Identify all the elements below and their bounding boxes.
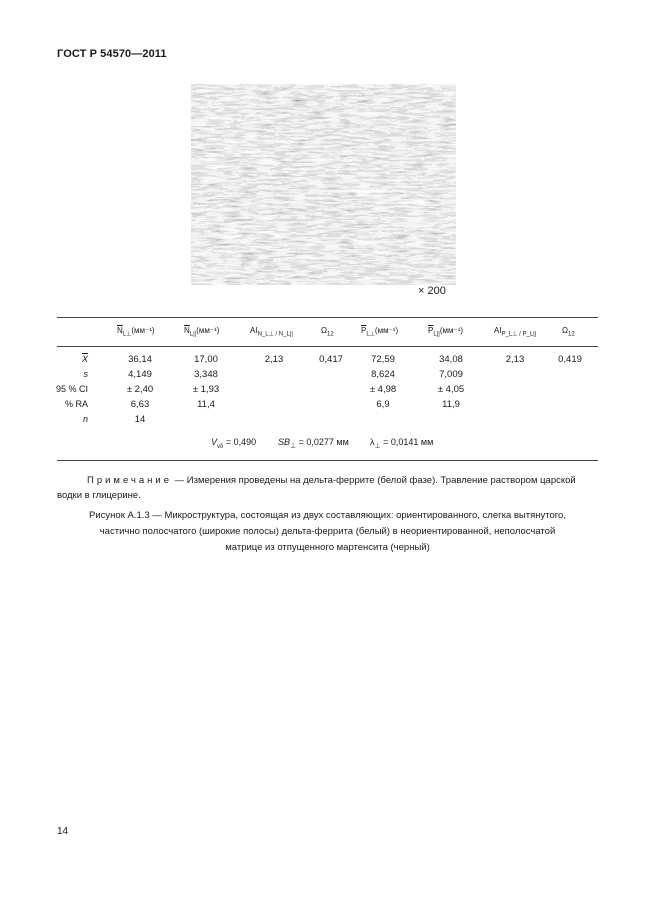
table-bottom-rule <box>57 460 598 461</box>
table-top-rule <box>57 317 598 318</box>
table-cell: 8,624 <box>371 369 395 380</box>
table-cell: 7,009 <box>439 369 463 380</box>
table-cell: 11,9 <box>442 399 460 410</box>
table-cell: 6,63 <box>130 399 150 410</box>
row-label-n: n <box>82 414 88 424</box>
col-header-pl-par: $\overline{P}_{L||}(мм^{-1})$ <box>428 326 464 338</box>
table-cell: 72,59 <box>371 354 395 365</box>
magnification-label: × 200 <box>418 285 446 297</box>
table-cell: 2,13 <box>264 354 284 365</box>
row-label-ci: 95 % CI <box>55 384 88 394</box>
summary-lambda: $\lambda_\perp = 0,0141$ мм <box>370 437 434 450</box>
table-cell: ± 4,98 <box>369 384 397 395</box>
table-cell: ± 4,05 <box>437 384 465 395</box>
table-cell: ± 1,93 <box>192 384 220 395</box>
caption-line-3: матрице из отпущенного мартенсита (черный) <box>225 542 430 553</box>
table-cell: ± 2,40 <box>126 384 154 395</box>
col-header-omega-p: $\Omega_{12}$ <box>562 326 575 338</box>
table-cell: 0,417 <box>319 354 343 365</box>
note-lead: Примечание <box>87 475 172 486</box>
table-cell: 36,14 <box>128 354 152 365</box>
table-header-rule <box>57 346 598 347</box>
row-label-mean: $\overline{X}$ <box>81 354 88 364</box>
row-label-s: s <box>83 369 88 379</box>
table-cell: 6,9 <box>376 399 390 410</box>
summary-vv: $V_{v\delta} = 0,490$ <box>211 437 257 450</box>
col-header-omega-n: $\Omega_{12}$ <box>321 326 334 338</box>
micrograph-image <box>191 84 456 285</box>
table-cell: 17,00 <box>194 354 218 365</box>
table-cell: 4,149 <box>128 369 152 380</box>
summary-sb: $SB_\perp = 0,0277$ мм <box>278 437 349 450</box>
micrograph-texture <box>191 84 456 285</box>
table-cell: 14 <box>134 414 146 425</box>
col-header-nl-par: $\overline{N}_{L||}(мм^{-1})$ <box>184 326 220 338</box>
row-label-ra: % RA <box>64 399 88 409</box>
caption-line-1: Рисунок А.1.3 — Микроструктура, состоящая из двух составляющих: ориентированного, слегка вытянутого, <box>89 510 566 521</box>
note-paragraph <box>57 473 598 503</box>
table-cell: 3,348 <box>194 369 218 380</box>
page-number: 14 <box>57 826 69 837</box>
caption-line-2: частично полосчатого (широкие полосы) дельта-феррита (белый) в неориентированной, неполосчатой <box>99 526 556 537</box>
standard-header: ГОСТ Р 54570—2011 <box>57 48 167 60</box>
table-cell: 0,419 <box>558 354 582 365</box>
col-header-pl-perp: $\overline{P}_{L\perp}(мм^{-1})$ <box>361 326 399 338</box>
table-cell: 34,08 <box>439 354 463 365</box>
col-header-nl-perp: $\overline{N}_{L\perp}(мм^{-1})$ <box>117 326 155 338</box>
col-header-ai-n: $AI_{N\_L\perp / N\_L||}$ <box>250 326 293 338</box>
table-cell: 11,4 <box>197 399 215 410</box>
note-text: — Измерения проведены на дельта-феррите (белой фазе). Травление раствором царской водки в глицерине. <box>57 475 576 501</box>
table-cell: 2,13 <box>505 354 525 365</box>
col-header-ai-p: $AI_{P\_L\perp / P\_L||}$ <box>494 326 537 338</box>
figure-caption <box>57 508 598 556</box>
